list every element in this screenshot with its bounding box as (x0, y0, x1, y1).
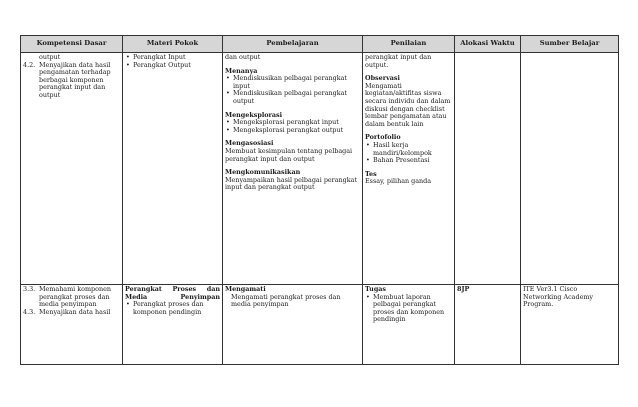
menanya-heading: Menanya (225, 66, 258, 75)
header-kompetensi-dasar: Kompetensi Dasar (21, 36, 123, 53)
kd-text: Menyajikan data hasil pengamatan terhadap berbagai komponen perangkat input dan output (39, 60, 111, 99)
mengamati-heading: Mengamati (225, 285, 266, 293)
cell-pembelajaran (223, 53, 363, 285)
table-row (21, 285, 619, 365)
kd-number: 4.2. (23, 60, 36, 69)
header-pembelajaran: Pembelajaran (223, 36, 363, 53)
cell-materi-pokok (123, 53, 223, 285)
tes-heading: Tes (365, 169, 377, 178)
kd-continuation: output (39, 53, 61, 61)
komunikasi-heading: Mengkomunikasikan (225, 168, 301, 177)
tugas-heading: Tugas (365, 285, 387, 293)
kd-text: Menyajikan data hasil (39, 307, 111, 316)
alokasi-value: 8JP (457, 285, 470, 293)
cell-penilaian (363, 285, 455, 365)
kd-item (23, 309, 120, 317)
portofolio-heading: Portofolio (365, 133, 401, 142)
list-item: • Hasil kerja mandiri/kelompok (365, 142, 452, 157)
asosiasi-text: Membuat kesimpulan tentang pelbagai perangkat input dan output (225, 146, 353, 163)
list-item: • Mendiskusikan pelbagai perangkat output (225, 90, 360, 105)
header-materi-pokok: Materi Pokok (123, 36, 223, 53)
materi-list (125, 54, 220, 69)
table-row (21, 53, 619, 285)
pembelajaran-continuation: dan output (225, 53, 261, 61)
observasi-heading: Observasi (365, 74, 400, 83)
mengamati-text: Mengamati perangkat proses dan media penyimpan (231, 292, 341, 309)
list-item: • Bahan Presentasi (365, 157, 452, 165)
kd-number: 4.3. (23, 307, 36, 316)
cell-kompetensi-dasar (21, 53, 123, 285)
kd-text: Memahami komponen perangkat proses dan media penyimpan (39, 285, 111, 309)
komunikasi-text: Menyampaikan hasil pelbagai perangkat input dan perangkat output (225, 175, 358, 192)
menanya-list (225, 75, 360, 105)
materi-title: Perangkat Proses dan Media Penyimpan (125, 285, 220, 301)
kd-item (23, 286, 120, 309)
cell-penilaian (363, 53, 455, 285)
tes-text: Essay, pilihan ganda (365, 177, 432, 186)
cell-pembelajaran (223, 285, 363, 365)
eksplorasi-heading: Mengeksplorasi (225, 110, 283, 119)
cell-kompetensi-dasar (21, 285, 123, 365)
observasi-text: Mengamati kegiatan/aktifitas siswa secara individu dan dalam diskusi dengan checklist lembar pengamatan atau dalam bentuk lain (365, 81, 451, 128)
cell-sumber-belajar (521, 53, 619, 285)
list-item: • Perangkat proses dan komponen pendingin (125, 301, 220, 316)
asosiasi-heading: Mengasosiasi (225, 139, 274, 148)
cell-materi-pokok (123, 285, 223, 365)
list-item: • Perangkat Input (125, 54, 220, 62)
cell-alokasi-waktu (455, 285, 521, 365)
list-item: • Mengeksplorasi perangkat output (225, 127, 360, 135)
tugas-list (365, 294, 452, 324)
portofolio-list (365, 142, 452, 165)
header-sumber-belajar: Sumber Belajar (521, 36, 619, 53)
list-item: • Perangkat Output (125, 62, 220, 70)
list-item: • Mengeksplorasi perangkat input (225, 119, 360, 127)
header-row (21, 36, 619, 53)
eksplorasi-list (225, 119, 360, 134)
list-item: • Mendiskusikan pelbagai perangkat input (225, 75, 360, 90)
header-penilaian: Penilaian (363, 36, 455, 53)
syllabus-table (20, 35, 619, 365)
materi-list (125, 301, 220, 316)
cell-alokasi-waktu (455, 53, 521, 285)
kd-number: 3.3. (23, 285, 36, 293)
sumber-value: ITE Ver3.1 Cisco Networking Academy Program. (523, 285, 594, 309)
list-item: • Membuat laporan pelbagai perangkat proses dan komponen pendingin (365, 294, 452, 324)
cell-sumber-belajar (521, 285, 619, 365)
header-alokasi-waktu: Alokasi Waktu (455, 36, 521, 53)
kd-item (23, 62, 120, 100)
penilaian-continuation: perangkat input dan output. (365, 53, 432, 69)
